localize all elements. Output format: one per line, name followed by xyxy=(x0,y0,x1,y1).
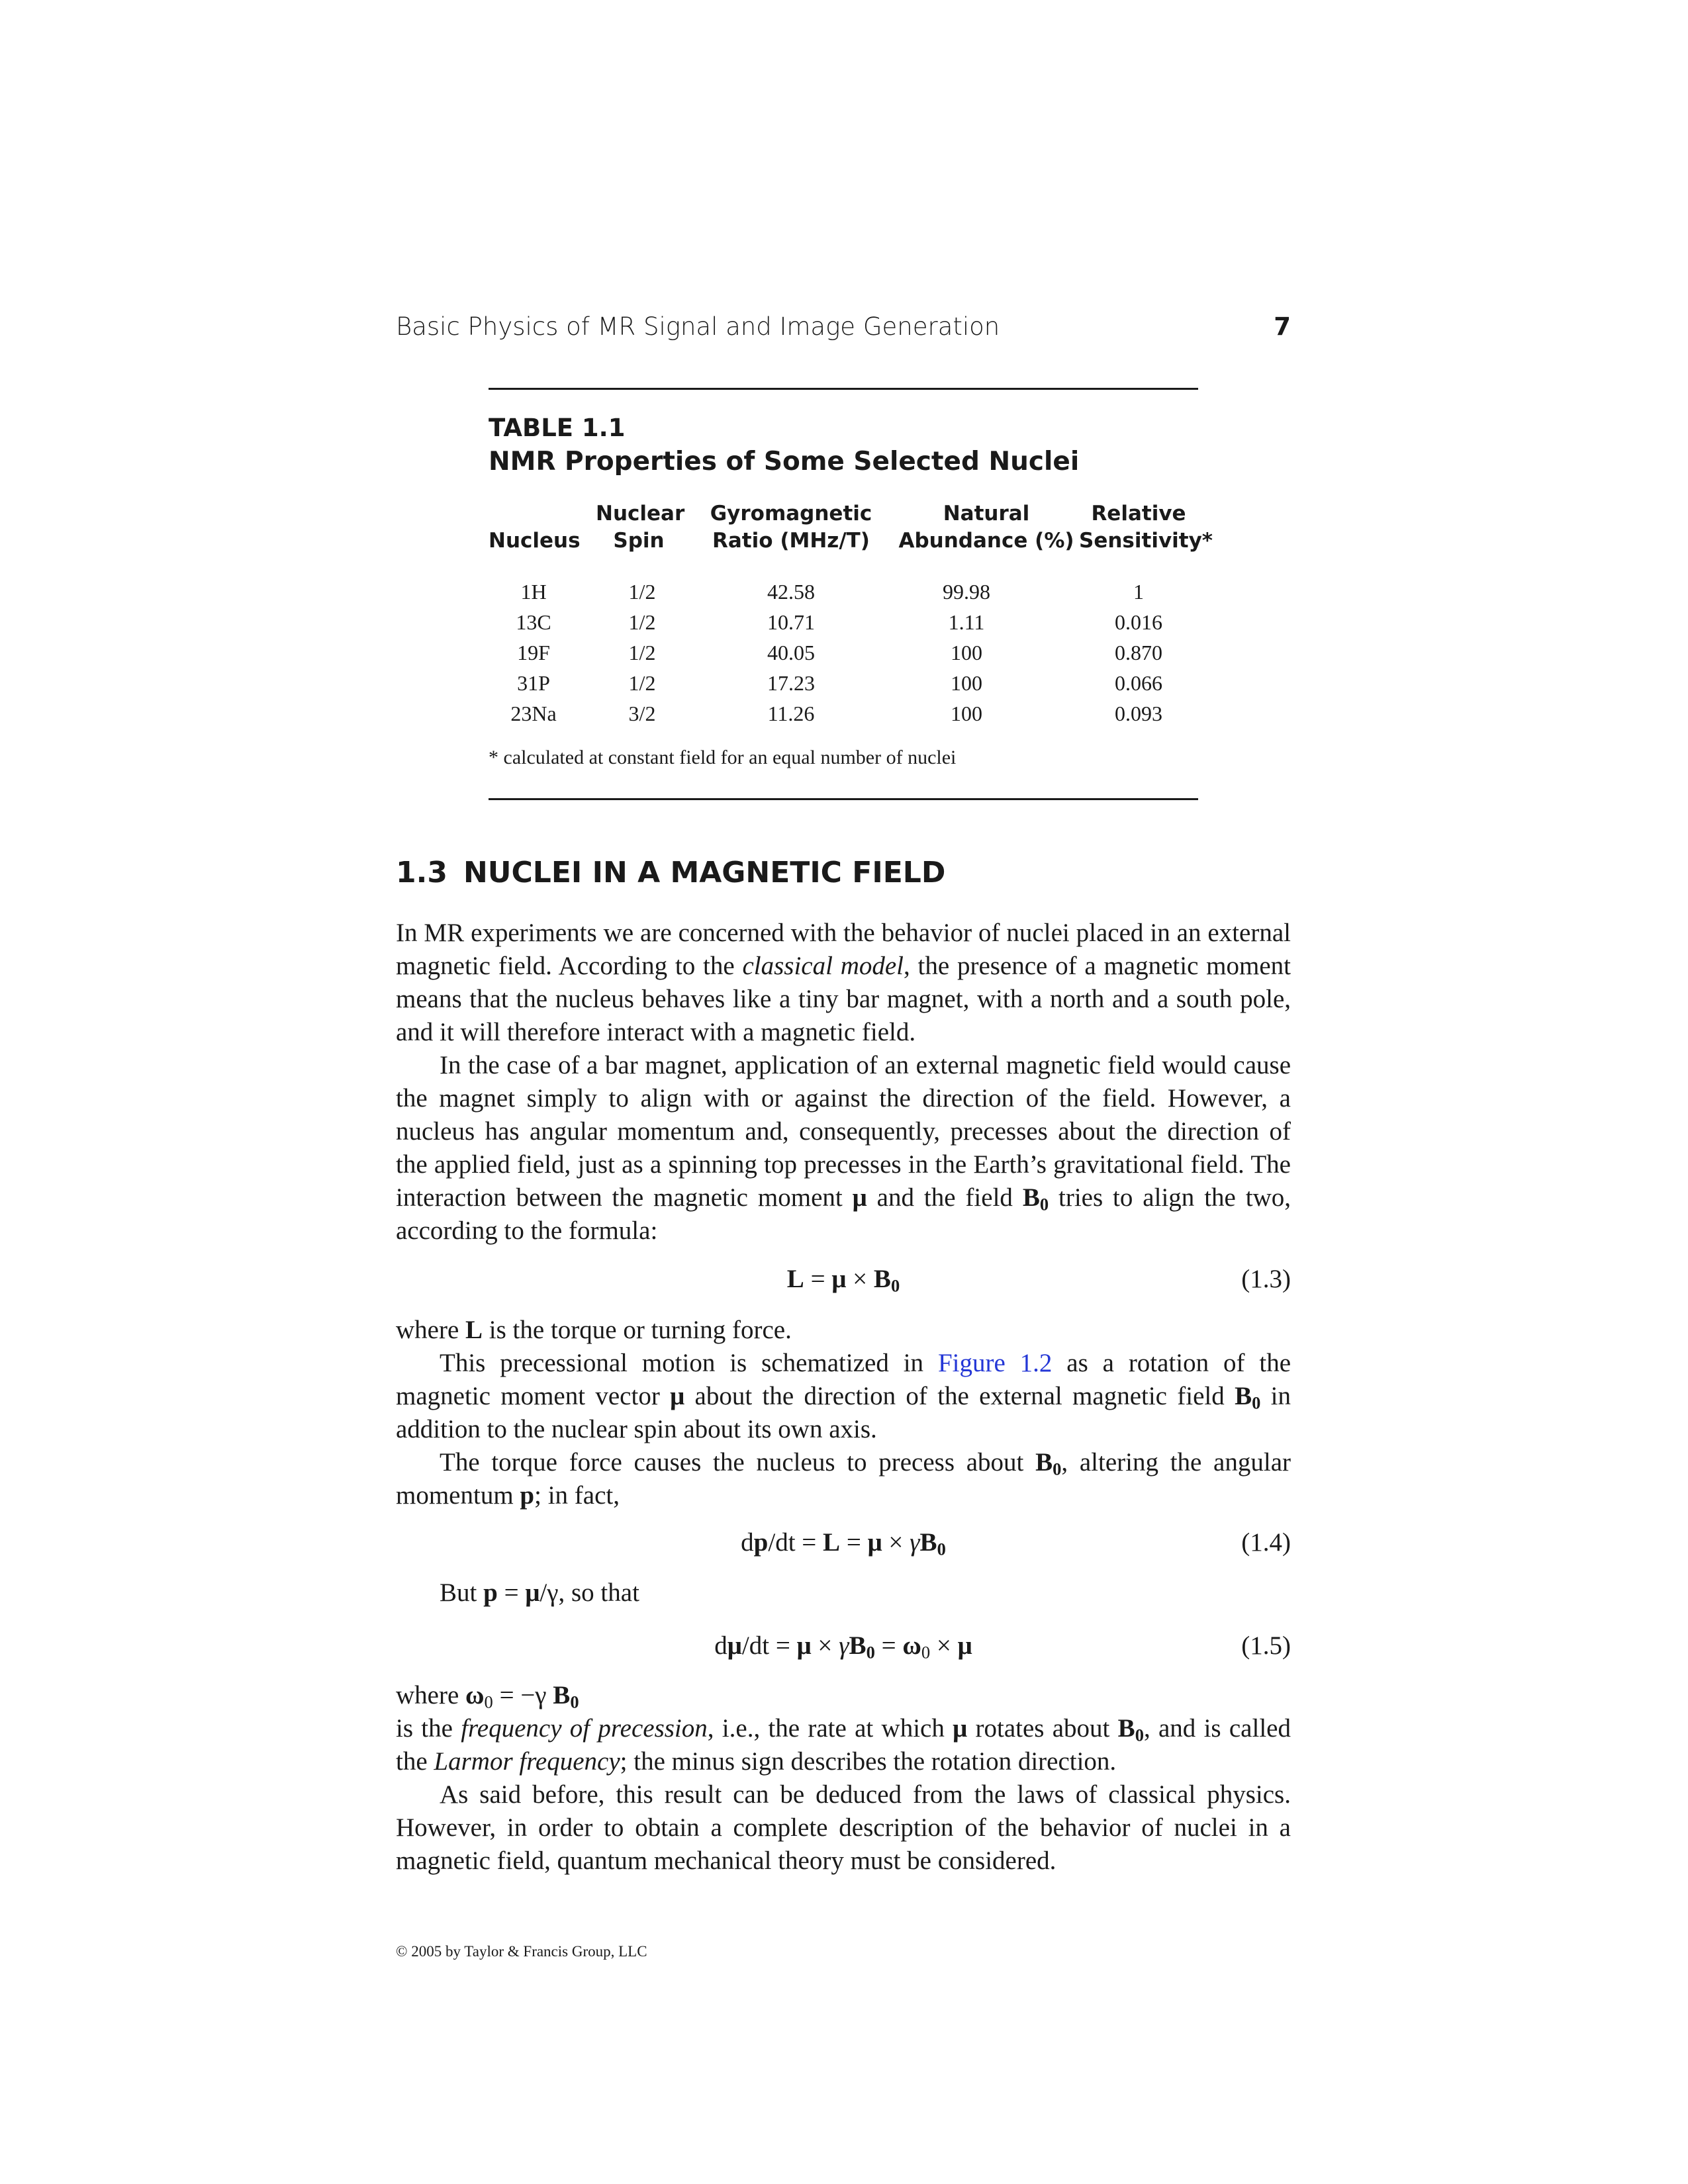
section-number: 1.3 xyxy=(396,856,447,889)
paragraph: In MR experiments we are concerned with the behavior of nuclei placed in an external magnetic field. According to the classical model, the presence of a magnetic moment means that the nucleus behaves like a tiny bar magnet, with a north and a south pole, and it will therefore interact with a magnetic field. xyxy=(396,919,1291,1046)
equation-number: (1.4) xyxy=(1241,1528,1291,1557)
page-number: 7 xyxy=(1274,312,1291,341)
paragraph: This precessional motion is schematized in Figure 1.2 as a rotation of the magnetic moment vector μ about the direction of the external magnetic field $B_0$ in addition to the nuclear spin about its own axis. xyxy=(396,1349,1291,1443)
cell-spin: 1/2 xyxy=(628,641,656,664)
cell-nucleus: 13C xyxy=(516,610,551,634)
cell-abundance: 100 xyxy=(951,641,982,664)
equation-number: (1.3) xyxy=(1241,1265,1291,1293)
copyright-notice: © 2005 by Taylor & Francis Group, LLC xyxy=(396,1943,647,1960)
cell-sensitivity: 1 xyxy=(1133,580,1144,604)
equation-1-4 xyxy=(396,1525,1291,1561)
cell-gyromagnetic: 40.05 xyxy=(767,641,815,664)
cell-spin: 1/2 xyxy=(628,610,656,634)
cell-gyromagnetic: 17.23 xyxy=(767,671,815,695)
equation-1-5 xyxy=(396,1628,1291,1664)
table-number: TABLE 1.1 xyxy=(489,414,626,442)
cell-spin: 1/2 xyxy=(628,671,656,695)
cell-sensitivity: 0.870 xyxy=(1115,641,1162,664)
table-bottom-rule xyxy=(489,798,1198,800)
table-footnote: * calculated at constant field for an equal number of nuclei xyxy=(489,747,957,768)
paragraph: In the case of a bar magnet, application of an external magnetic field would cause the magnet simply to align with or against the direction of the field. However, a nucleus has angular momentum and, consequently, precesses about the direction of the applied field, just as a spinning top precesses in the Earth’s gravitational field. The interaction between the magnetic moment μ and the field $B_0$ tries to align the two, according to the formula: xyxy=(396,1051,1291,1245)
paragraph: where L is the torque or turning force. xyxy=(396,1316,792,1344)
cell-gyromagnetic: 42.58 xyxy=(767,580,815,604)
col-header-abundance: Natural Abundance (%) xyxy=(898,502,1074,553)
cell-abundance: 1.11 xyxy=(948,610,985,634)
cell-abundance: 100 xyxy=(951,671,982,695)
cell-nucleus: 31P xyxy=(517,671,550,695)
col-header-spin: Nuclear Spin xyxy=(596,502,685,553)
table-top-rule xyxy=(489,388,1198,390)
cell-sensitivity: 0.066 xyxy=(1115,671,1162,695)
cell-spin: 1/2 xyxy=(628,580,656,604)
cell-nucleus: 1H xyxy=(520,580,547,604)
col-header-nucleus: Nucleus xyxy=(489,529,581,553)
section-heading xyxy=(396,856,945,889)
figure-link[interactable]: Figure 1.2 xyxy=(937,1349,1053,1377)
paragraph: But p = μ/γ, so that xyxy=(440,1578,639,1607)
col-header-sensitivity: Relative Sensitivity* xyxy=(1079,502,1213,553)
col-header-gyromagnetic: Gyromagnetic Ratio (MHz/T) xyxy=(710,502,872,553)
cell-nucleus: 23Na xyxy=(510,702,557,725)
cell-gyromagnetic: 10.71 xyxy=(767,610,815,634)
cell-sensitivity: 0.093 xyxy=(1115,702,1162,725)
table-title: NMR Properties of Some Selected Nuclei xyxy=(489,447,1080,477)
paragraph: As said before, this result can be deduced from the laws of classical physics. However, in order to obtain a complete description of the behavior of nuclei in a magnetic field, quantum mechanical theory must be considered. xyxy=(396,1780,1291,1875)
paragraph: The torque force causes the nucleus to precess about $B_0$, altering the angular momentum p; in fact, xyxy=(396,1448,1291,1510)
equation-1-3 xyxy=(396,1261,1291,1297)
table-caption xyxy=(489,412,1079,479)
paragraph: where $\omega_0 = -\gamma$ $B_0$ xyxy=(396,1681,579,1712)
cell-abundance: 100 xyxy=(951,702,982,725)
cell-nucleus: 19F xyxy=(517,641,550,664)
cell-gyromagnetic: 11.26 xyxy=(767,702,815,725)
section-title: NUCLEI IN A MAGNETIC FIELD xyxy=(463,856,946,889)
running-head xyxy=(396,312,1291,341)
running-title: Basic Physics of MR Signal and Image Generation xyxy=(396,312,1000,341)
equation-formula: $L = \mu \times B_0$ xyxy=(786,1265,900,1296)
equation-number: (1.5) xyxy=(1241,1631,1291,1660)
cell-sensitivity: 0.016 xyxy=(1115,610,1162,634)
equation-formula: $dp/dt = L = \mu \times \gamma B_0$ xyxy=(741,1528,946,1559)
cell-abundance: 99.98 xyxy=(943,580,990,604)
cell-spin: 3/2 xyxy=(628,702,656,725)
paragraph: is the frequency of precession, i.e., the rate at which μ rotates about $B_0$, and is called the Larmor frequency; the minus sign describes the rotation direction. xyxy=(396,1714,1291,1776)
equation-formula: $d\mu/dt = \mu \times \gamma B_0 = \omega_0 \times \mu$ xyxy=(714,1631,972,1662)
